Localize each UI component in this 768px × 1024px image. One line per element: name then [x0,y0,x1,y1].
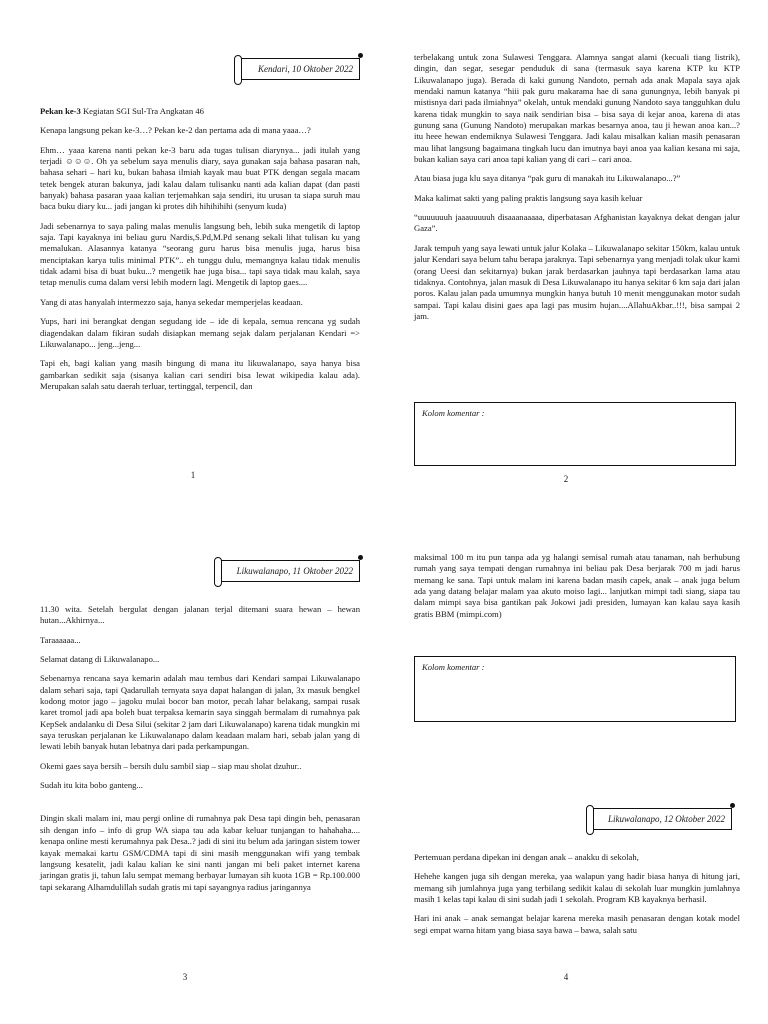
paragraph: Dingin skali malam ini, mau pergi online di rumahnya pak Desa tapi dingin beh, penasaran sih dengan info – info di grup WA siapa tau ada kabar keluar tunjangan to hahahaha.... kenapa online mesti kerumahnya pak Desa..? jadi di sini itu belum ada jaringan sistem tower kayak memakai kartu GSM/CDMA tapi di sini masih menggunakan wifi yang tembak langsung kesatelit, jadi kalau kalian ke sini nanti jangan mi beli paket internet karena jaringan gratis ji, tahun lalu sempat memang berbayar lumayan sih kuota 1GB = Rp.100.000 tapi sekarang Alhamdulillah sudah gratis mi tapi sayangnya radius jaringannya [40,813,360,892]
paragraph: “uuuuuuuh jaaauuuuuh disaaanaaaaa, diperbatasan Afghanistan kayaknya dekat dengan jalur Gaza”. [414,212,740,234]
page-2-text [414,52,740,330]
paragraph: Atau biasa juga klu saya ditanya “pak guru di manakah itu Likuwalanapo...?” [414,173,681,184]
date-text: Kendari, 10 Oktober 2022 [258,64,353,74]
paragraph: Kenapa langsung pekan ke-3…? Pekan ke-2 dan pertama ada di mana yaaa…? [40,125,311,136]
paragraph: Hari ini anak – anak semangat belajar karena mereka masih penasaran dengan kotak model segi empat warna hitam yang biasa saya bawa – bawa, salah satu [414,913,740,935]
date-banner [218,560,360,582]
paragraph: Tapi eh, bagi kalian yang masih bingung di mana itu likuwalanapo, saya hanya bisa gambarkan sedikit saja (sisanya kalian cari sendiri bisa lewat wikipedia kalau ada). Merupakan salah satu daerah terluar, tertinggal, terpencil, dan [40,358,360,391]
paragraph: Hehehe kangen juga sih dengan mereka, yaa walapun yang hadir biasa hanya di hitung jari, memang sih jumlahnya juga yang terbilang sedikit kalau di sekolah luar mungkin jumlahnya masih 1 kelas tapi kalau di sini sudah jadi 1 sekolah. Program KB kayaknya berhasil. [414,871,740,905]
document-page-4 [384,512,768,1024]
date-text: Likuwalanapo, 11 Oktober 2022 [236,566,353,576]
comment-box [414,656,736,722]
date-banner [238,58,360,80]
page-number: 1 [190,470,196,480]
paragraph: Yups, hari ini berangkat dengan segudang ide – ide di kepala, semua rencana yg sudah diagendakan dalam fikiran sudah disiapkan memang sejak dalam perjalanan Kendari => Likuwalanapo... jeng...jeng... [40,316,360,349]
paragraph: Maka kalimat sakti yang paling praktis langsung saya kasih keluar [414,192,643,203]
comment-box [414,402,736,466]
paragraph: Sudah itu kita bobo ganteng... [40,780,143,791]
section-title [40,106,360,117]
paragraph: maksimal 100 m itu pun tanpa ada yg halangi semisal rumah atau tanaman, nah berhubung rumah yang saya tempati dengan rumahnya ini beliau pak Desa berjarak 700 m jadi harus memang ke sana. Tapi untuk malam ini karena badan masih capek, anak – anak juga belum ada yang datang belajar malam yaa akuto moiso lagi... lanjutkan mimpi tadi siang, siapa tau dalam mimpi saya bisa gantikan pak Jokowi jadi presiden, lumayan kan kalau saya kasih gratis BBM (mimpi.com) [414,552,740,619]
paragraph: Sebenarnya rencana saya kemarin adalah mau tembus dari Kendari sampai Likuwalanapo dalam sehari saja, tapi Qadarullah ternyata saya dapat halangan di jalan, 3x masuk bengkel kodong motor jago – jagoku mulai bocor ban motor, pecah lahar belakang, sampai rusak karet tromol jadi apa boleh buat terpaksa kemarin saya singgah bermalam di rumahnya pak KepSek andalanku di Desa Silui (sekitar 2 jam dari Likuwalanapo) karena tidak mungkin mi saya teruskan perjalanan ke Likuwalanapo dalam keadaan malam hari, sebab jalan yang di lewati lebih banyak hutan lebatnya dari pada perkampungan. [40,673,360,752]
paragraph: Ehm… yaaa karena nanti pekan ke-3 baru ada tugas tulisan diarynya... jadi itulah yang terjadi ☺☺☺. Oh ya sebelum saya menulis diary, saya gunakan saja bahasa pasaran nah, bahasa sehari – hari ku, bukan bahasa ilmiah kayak mau buat PTK dengan segala macam tetek bengek aturan bakunya, jadi kalau dalam tulisanku nanti ada kalian dapat (dan pasti banyak) bahasa pasaran yaaa kalian terjemahkan saja sendiri, itu urusan ta siapa suruh mau baca buku diary ku... jadi jangan ki protes dih hihihihihi (senyum kuda) [40,144,360,212]
paragraph: Okemi gaes saya bersih – bersih dulu sambil siap – siap mau sholat dzuhur.. [40,760,302,771]
page-number: 2 [563,474,569,484]
document-page-1 [0,0,384,512]
paragraph: Jadi sebenarnya to saya paling malas menulis langsung beh, lebih suka mengetik di laptop saja. Tapi kayaknya ini beliau guru Nardis,S.Pd,M.Pd senang sekali lihat tulisan ku yang memalukan. Alasannya katanya “seorang guru harus bisa menulis juga, harus bisa menciptakan karya tulis minimal PTK”.. eh tunggu dulu, memangnya kalau tidak menulis tidak adami bisa di buat buku...? mengetik hae juga bisa... tapi saya tidak mau kalah, saya tetap menulis cuma dalam versi lebih modern lagi. Mengetik di laptop gaes.... [40,220,360,288]
page-number: 4 [563,972,569,982]
page-4-text-top [414,552,740,628]
paragraph: Selamat datang di Likuwalanapo... [40,654,160,665]
title-rest: Kegiatan SGI Sul-Tra Angkatan 46 [80,106,204,116]
document-page-3 [0,512,384,1024]
comment-label: Kolom komentar : [422,662,485,672]
date-banner [590,808,732,830]
page-1-text [40,106,360,400]
title-bold: Pekan ke-3 [40,106,81,116]
paragraph: 11.30 wita. Setelah bergulat dengan jalanan terjal ditemani suara hewan – hewan hutan...Akhirnya... [40,604,360,626]
comment-label: Kolom komentar : [422,408,485,418]
paragraph: Jarak tempuh yang saya lewati untuk jalur Kolaka – Likuwalanapo sekitar 150km, kalau untuk jalur Kendari saya belum tahu berapa jaraknya. Tapi sebenarnya yang menjadi tolak ukur kami (orang Ueesi dan sekitarnya) bukan jarak berdasarkan jauhnya tapi berdasarkan lama atau tidaknya. Contohnya, jalan masuk di Desa Likuwalanapo itu hanya sekitar 6 km saja dari jalan poros. Kalau jalan pada umumnya mungkin hanya butuh 10 menit menggunakan motor sudah sampai. Tapi kalau disini gaes apa lagi pas musim hujan....AllahuAkbar..!!!, bisa sampai 2 jam. [414,242,740,321]
page-number: 3 [182,972,188,982]
document-page-2 [384,0,768,512]
date-text: Likuwalanapo, 12 Oktober 2022 [608,814,725,824]
page-3-text [40,604,360,901]
paragraph: Yang di atas hanyalah intermezzo saja, hanya sekedar memperjelas keadaan. [40,296,303,307]
page-4-text-bottom [414,852,740,944]
paragraph: Taraaaaaa... [40,634,81,645]
paragraph: Pertemuan perdana dipekan ini dengan anak – anakku di sekolah, [414,852,639,862]
paragraph: terbelakang untuk zona Sulawesi Tenggara. Alamnya sangat alami (kecuali tiang listrik), dingin, dan segar, sesegar penduduk di sana (termasuk saya karena KTP ku KTP Likuwalanapo juga). Berada di kaki gunung Nandoto, pernah ada anak Mapala saya ajak mendaki namun katanya “hiii pak guru makarama hae di sana gunungnya, lebih banyak pi mistisnya dari pada ilmiahnya” okelah, untuk mendaki gunung Nandoto saya tangguhkan dulu karena tidak mungkin to saya naik sendirian bisa – bisa saya di kejar anoa, karena di atas gunung sana (Gunung Nandoto) merupakan markas besarnya anoa, tau ji hewan anoa kan...? itu heee hewan endemiknya Sulawesi Tenggara. Jadi kalau misalkan kalian masih penasaran mau lihat langsung bagaimana tingkah lucu dan imutnya bayi anoa yaa kalian kesana mi saja, bukan kalian saya cari anoa tapi kalian yang di cari – cari anoa. [414,52,740,165]
